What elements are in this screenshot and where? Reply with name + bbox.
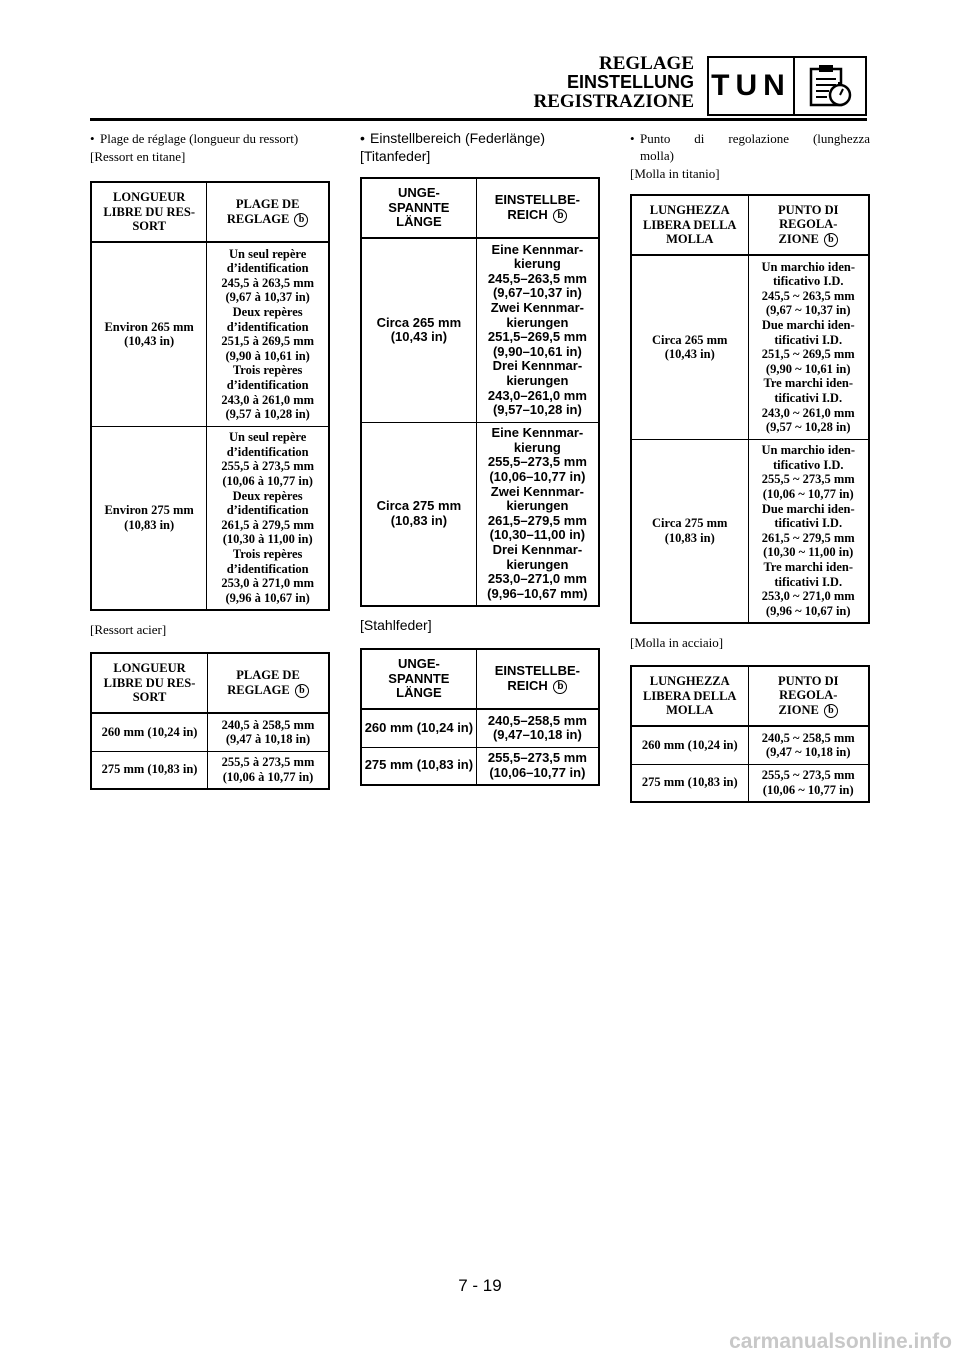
table-row: 260 mm (10,24 in) 240,5 ~ 258,5 mm (9,47 ~ 10,18 in)	[631, 726, 869, 764]
section-code: TUN	[711, 69, 791, 102]
titan-spring-table	[630, 194, 870, 624]
steel-spring-table	[360, 648, 600, 786]
table-row: Circa 265 mm (10,43 in) Eine Kennmar- kierung 245,5–263,5 mm (9,67–10,37 in) Zwei Kennmar- kierungen 251,5–269,5 mm (9,90–10,61 in) Drei Kennmar- kierungen 243,0–261,0 mm (9,57–10,28 in)	[361, 238, 599, 422]
clipboard-stopwatch-icon	[795, 56, 867, 116]
header-adjust-range: PLAGE DE REGLAGE b	[207, 182, 329, 242]
header-free-length: LONGUEUR LIBRE DU RES- SORT	[91, 653, 208, 713]
header-free-length: LUNGHEZZA LIBERA DELLA MOLLA	[631, 195, 748, 255]
titan-spring-table	[90, 181, 330, 611]
header-free-length: UNGE- SPANNTE LÄNGE	[361, 178, 476, 238]
table-row: Environ 275 mm (10,83 in) Un seul repère d’identification 255,5 à 273,5 mm (10,06 à 10,77 in) Deux repères d’identification 261,5 à 279,5 mm (10,30 à 11,00 in) Trois repères d’identification 253,0 à 271,0 mm (9,96 à 10,67 in)	[91, 426, 329, 610]
steel-spring-table	[630, 665, 870, 803]
table-row: Circa 265 mm (10,43 in) Un marchio iden- tificativo I.D. 245,5 ~ 263,5 mm (9,67 ~ 10,37 in) Due marchi iden- tificativi I.D. 251,5 ~ 269,5 mm (9,90 ~ 10,61 in) Tre marchi iden- tificativi I.D. 243,0 ~ 261,0 mm (9,57 ~ 10,28 in)	[631, 255, 869, 439]
marker-b-icon: b	[824, 704, 838, 718]
header-free-length: UNGE- SPANNTE LÄNGE	[361, 649, 476, 709]
marker-b-icon: b	[824, 233, 838, 247]
column-german	[360, 130, 600, 786]
table-row: 275 mm (10,83 in) 255,5 ~ 273,5 mm (10,06 ~ 10,77 in)	[631, 764, 869, 802]
titan-spring-label: [Titanfeder]	[360, 148, 431, 164]
table-row: 275 mm (10,83 in) 255,5 à 273,5 mm (10,06 à 10,77 in)	[91, 751, 329, 789]
header-adjust-range: EINSTELLBE- REICH b	[476, 649, 599, 709]
table-row: 260 mm (10,24 in) 240,5–258,5 mm (9,47–10,18 in)	[361, 709, 599, 747]
page-header-titles	[534, 54, 695, 111]
header-title-de: EINSTELLUNG	[566, 72, 694, 92]
header-free-length: LUNGHEZZA LIBERA DELLA MOLLA	[631, 666, 748, 726]
bullet-item: • Punto di regolazione (lunghezza molla)	[630, 131, 870, 163]
marker-b-icon: b	[553, 680, 567, 694]
marker-b-icon: b	[295, 684, 309, 698]
titan-spring-table	[360, 177, 600, 607]
column-italian	[630, 130, 870, 803]
header-adjust-range: PUNTO DI REGOLA- ZIONE b	[748, 195, 869, 255]
header-free-length: LONGUEUR LIBRE DU RES- SORT	[91, 182, 207, 242]
column-french	[90, 130, 330, 790]
header-title-it: REGISTRAZIONE	[533, 91, 694, 112]
steel-spring-label: [Molla in acciaio]	[630, 635, 724, 650]
steel-spring-label: [Stahlfeder]	[360, 617, 432, 633]
watermark-text: carmanualsonline.info	[729, 1330, 952, 1353]
marker-b-icon: b	[294, 213, 308, 227]
section-code-box	[707, 56, 795, 116]
table-row: Circa 275 mm (10,83 in) Eine Kennmar- kierung 255,5–273,5 mm (10,06–10,77 in) Zwei Kennmar- kierungen 261,5–279,5 mm (10,30–11,00 in) Drei Kennmar- kierungen 253,0–271,0 mm (9,96–10,67 mm)	[361, 422, 599, 606]
table-row: Environ 265 mm (10,43 in) Un seul repère d’identification 245,5 à 263,5 mm (9,67 à 10,37 in) Deux repères d’identification 251,5 à 269,5 mm (9,90 à 10,61 in) Trois repères d’identification 243,0 à 261,0 mm (9,57 à 10,28 in)	[91, 242, 329, 426]
header-adjust-range: PUNTO DI REGOLA- ZIONE b	[748, 666, 869, 726]
page-number: 7 - 19	[458, 1276, 502, 1295]
steel-spring-label: [Ressort acier]	[90, 622, 167, 637]
header-title-fr: REGLAGE	[598, 53, 694, 74]
table-row: 275 mm (10,83 in) 255,5–273,5 mm (10,06–10,77 in)	[361, 747, 599, 785]
table-row: Circa 275 mm (10,83 in) Un marchio iden- tificativo I.D. 255,5 ~ 273,5 mm (10,06 ~ 10,77 in) Due marchi iden- tificativi I.D. 261,5 ~ 279,5 mm (10,30 ~ 11,00 in) Tre marchi iden- tificativi I.D. 253,0 ~ 271,0 mm (9,96 ~ 10,67 in)	[631, 439, 869, 623]
header-adjust-range: PLAGE DE REGLAGE b	[208, 653, 329, 713]
bullet-item: • Plage de réglage (longueur du ressort)	[90, 131, 299, 146]
titan-spring-label: [Ressort en titane]	[90, 149, 186, 164]
bullet-item: • Einstellbereich (Federlänge)	[360, 130, 546, 146]
steel-spring-table	[90, 652, 330, 790]
table-row: 260 mm (10,24 in) 240,5 à 258,5 mm (9,47 à 10,18 in)	[91, 713, 329, 751]
titan-spring-label: [Molla in titanio]	[630, 166, 720, 181]
marker-b-icon: b	[553, 209, 567, 223]
header-adjust-range: EINSTELLBE- REICH b	[476, 178, 599, 238]
header-rule	[90, 118, 867, 121]
